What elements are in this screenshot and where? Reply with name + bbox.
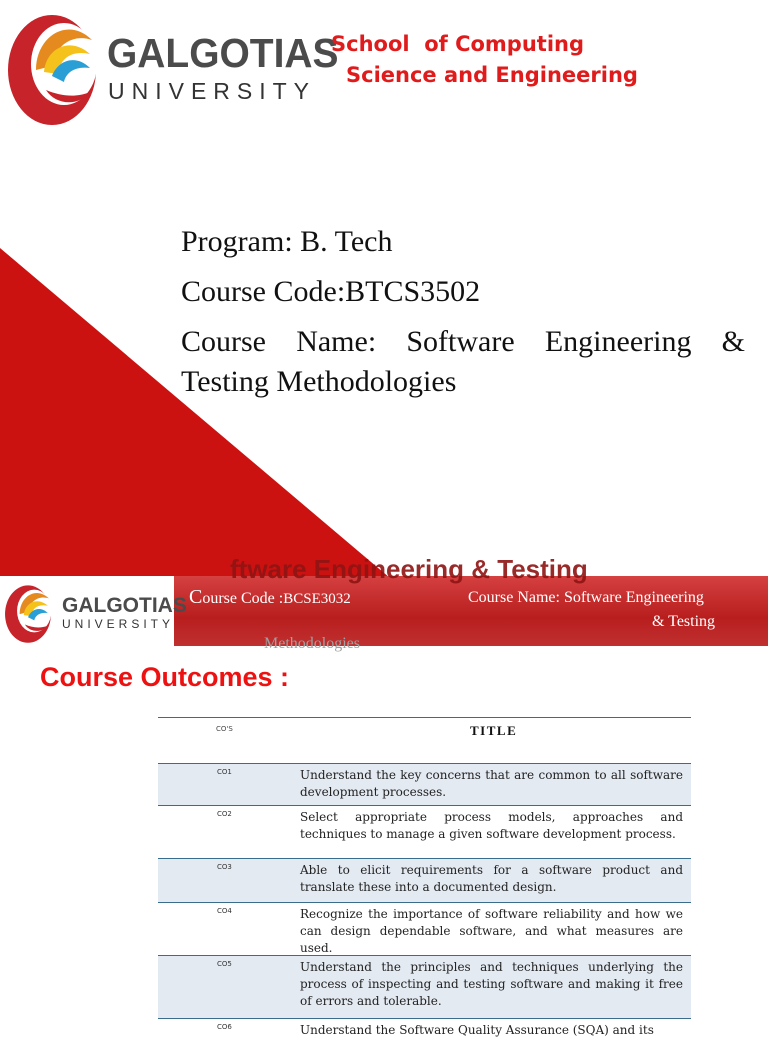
course-outcomes-heading: Course Outcomes : bbox=[40, 662, 290, 692]
school-name-line1: School of Computing bbox=[331, 32, 584, 56]
table-row bbox=[158, 955, 691, 1018]
row-code: CO1 bbox=[217, 768, 232, 776]
table-row bbox=[158, 902, 691, 955]
logo-name-top: GALGOTIAS bbox=[62, 594, 187, 617]
header-course-name-line1: Course Name: Software Engineering bbox=[468, 589, 704, 606]
course-info-block bbox=[181, 222, 745, 402]
table-header-row bbox=[158, 717, 691, 763]
logo-emblem-icon bbox=[6, 6, 98, 126]
course-outcomes-table bbox=[158, 717, 691, 1058]
row-description: Able to elicit requirements for a software product and translate these into a documented design. bbox=[300, 863, 683, 894]
table-row bbox=[158, 1018, 691, 1058]
row-code: CO2 bbox=[217, 810, 232, 818]
row-description: Select appropriate process models, approaches and techniques to manage a given software development process. bbox=[300, 810, 683, 841]
column-header-title: TITLE bbox=[470, 723, 518, 738]
column-header-code: CO'S bbox=[216, 725, 233, 733]
row-description: Understand the principles and techniques underlying the process of inspecting and testing software and making it free of errors and tolerable. bbox=[300, 960, 683, 1008]
logo-name-bottom: UNIVERSITY bbox=[108, 78, 317, 104]
header-bar bbox=[0, 554, 768, 646]
row-code: CO5 bbox=[217, 960, 232, 968]
logo-name-top: GALGOTIAS bbox=[107, 30, 339, 76]
row-code: CO6 bbox=[217, 1023, 232, 1031]
row-description: Recognize the importance of software reliability and how we can design dependable software, and what measures are used. bbox=[300, 907, 683, 955]
header-logo bbox=[0, 576, 187, 646]
course-name-label: Course Name: Software Engineering & Testing Methodologies bbox=[181, 325, 745, 398]
header-course-name-line3: Methodologies bbox=[264, 635, 360, 652]
header-course-name-line2: & Testing bbox=[652, 613, 716, 630]
course-code-value: BCSE3032 bbox=[283, 591, 351, 607]
course-code-label: Course Code:BTCS3502 bbox=[181, 275, 481, 308]
header-course-code bbox=[189, 586, 351, 609]
university-logo bbox=[6, 6, 339, 126]
course-code-prefix: C bbox=[189, 586, 203, 608]
table-row bbox=[158, 858, 691, 902]
course-code-label: ourse Code : bbox=[202, 590, 284, 607]
row-description: Understand the Software Quality Assurance (SQA) and its bbox=[300, 1023, 654, 1037]
table-row bbox=[158, 805, 691, 858]
logo-emblem-icon bbox=[4, 580, 52, 644]
school-name-line2: Science and Engineering bbox=[346, 63, 638, 87]
row-code: CO4 bbox=[217, 907, 232, 915]
row-code: CO3 bbox=[217, 863, 232, 871]
row-description: Understand the key concerns that are common to all software development processes. bbox=[300, 768, 683, 799]
program-label: Program: B. Tech bbox=[181, 225, 393, 258]
header-ghost-title: ftware Engineering & Testing bbox=[230, 554, 588, 584]
course-outcomes-slide bbox=[0, 554, 768, 1037]
logo-name-bottom: UNIVERSITY bbox=[62, 617, 175, 631]
table-row bbox=[158, 763, 691, 805]
